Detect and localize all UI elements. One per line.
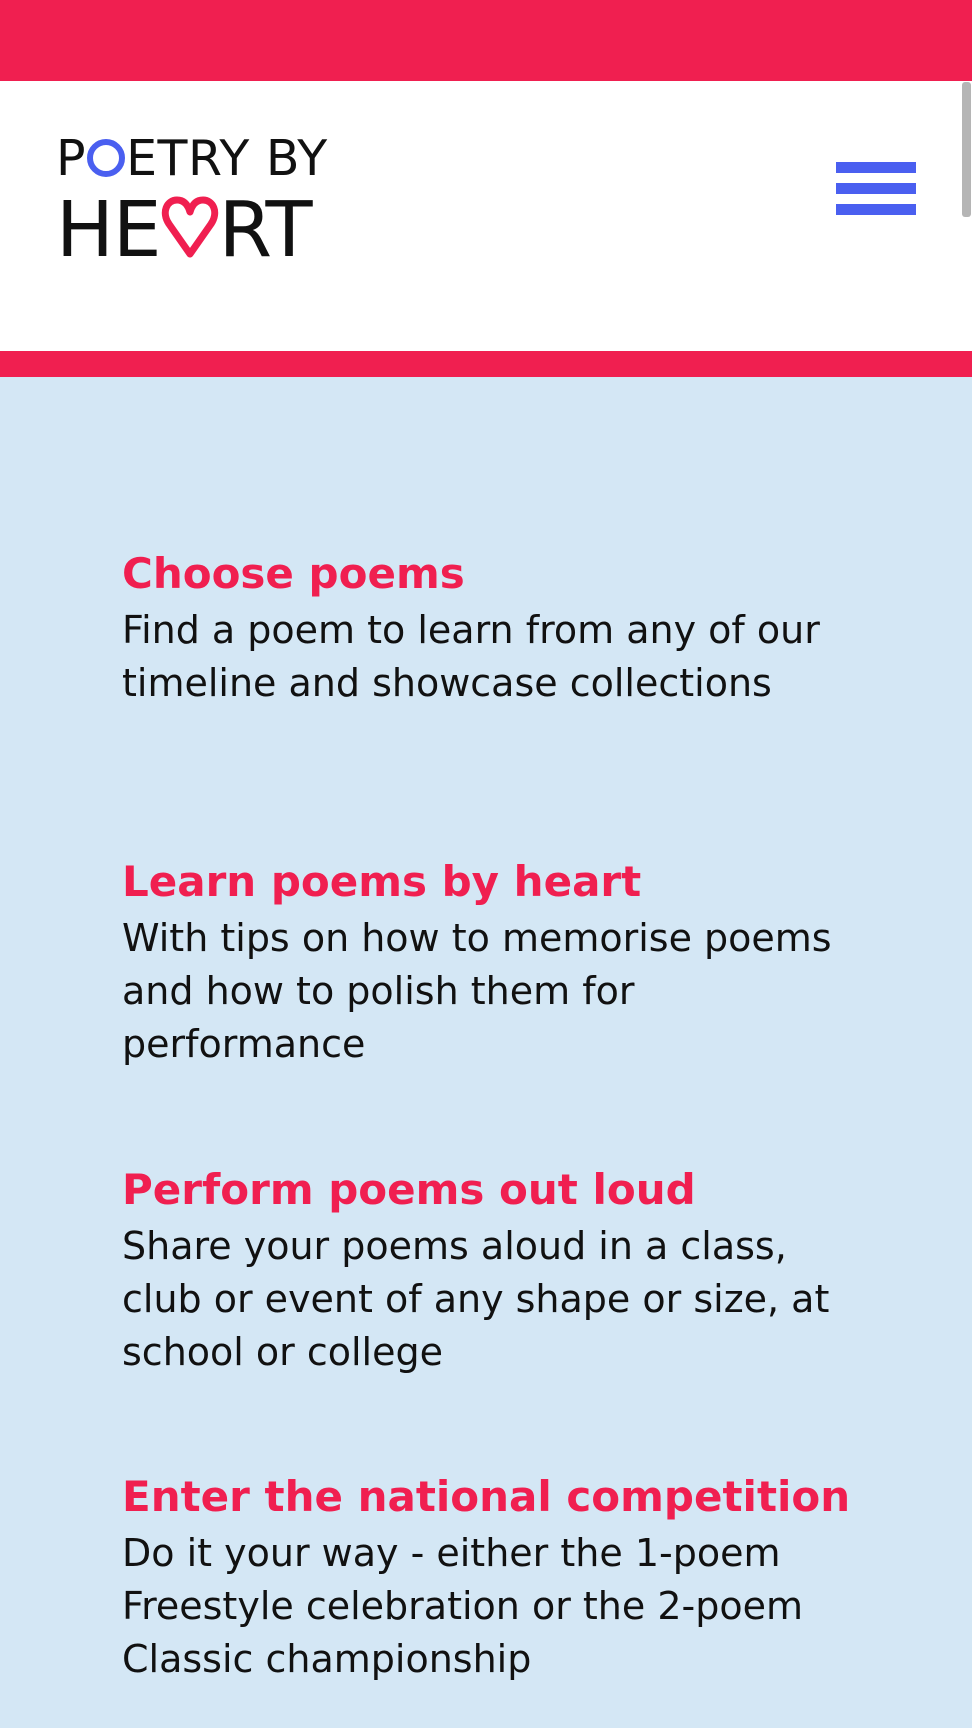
feature-description: With tips on how to memorise poems and how to polish them for performance — [122, 916, 832, 1066]
logo-text-etry-by: ETRY BY — [126, 130, 328, 187]
header-divider-strip — [0, 351, 972, 377]
feature-title: Enter the national competition — [122, 1472, 851, 1521]
feature-perform-poems — [122, 1160, 862, 1379]
feature-learn-poems — [122, 852, 862, 1071]
menu-bar-bottom — [836, 204, 916, 215]
feature-title: Learn poems by heart — [122, 857, 642, 906]
scrollbar-thumb[interactable] — [962, 82, 971, 217]
feature-title: Choose poems — [122, 549, 465, 598]
menu-bar-top — [836, 162, 916, 173]
logo-text-he: HE — [56, 186, 161, 275]
hamburger-menu-icon[interactable] — [836, 155, 916, 225]
logo-text-p: P — [56, 130, 87, 187]
top-brand-bar — [0, 0, 972, 81]
logo-text-rt: RT — [218, 186, 312, 275]
logo-heart-icon — [161, 194, 219, 260]
feature-description: Find a poem to learn from any of our timeline and showcase collections — [122, 608, 820, 705]
logo-o-ring-icon — [87, 139, 125, 177]
feature-choose-poems — [122, 544, 862, 710]
menu-bar-middle — [836, 183, 916, 194]
poetry-by-heart-logo[interactable] — [56, 130, 376, 275]
features-section — [0, 377, 972, 1728]
logo-line-heart — [56, 186, 312, 275]
feature-description: Do it your way - either the 1-poem Freestyle celebration or the 2-poem Classic championship — [122, 1531, 803, 1681]
site-header — [0, 81, 972, 351]
feature-national-competition — [122, 1467, 862, 1686]
feature-description: Share your poems aloud in a class, club or event of any shape or size, at school or college — [122, 1224, 830, 1374]
feature-title: Perform poems out loud — [122, 1165, 696, 1214]
logo-line-poetry-by — [56, 130, 328, 187]
